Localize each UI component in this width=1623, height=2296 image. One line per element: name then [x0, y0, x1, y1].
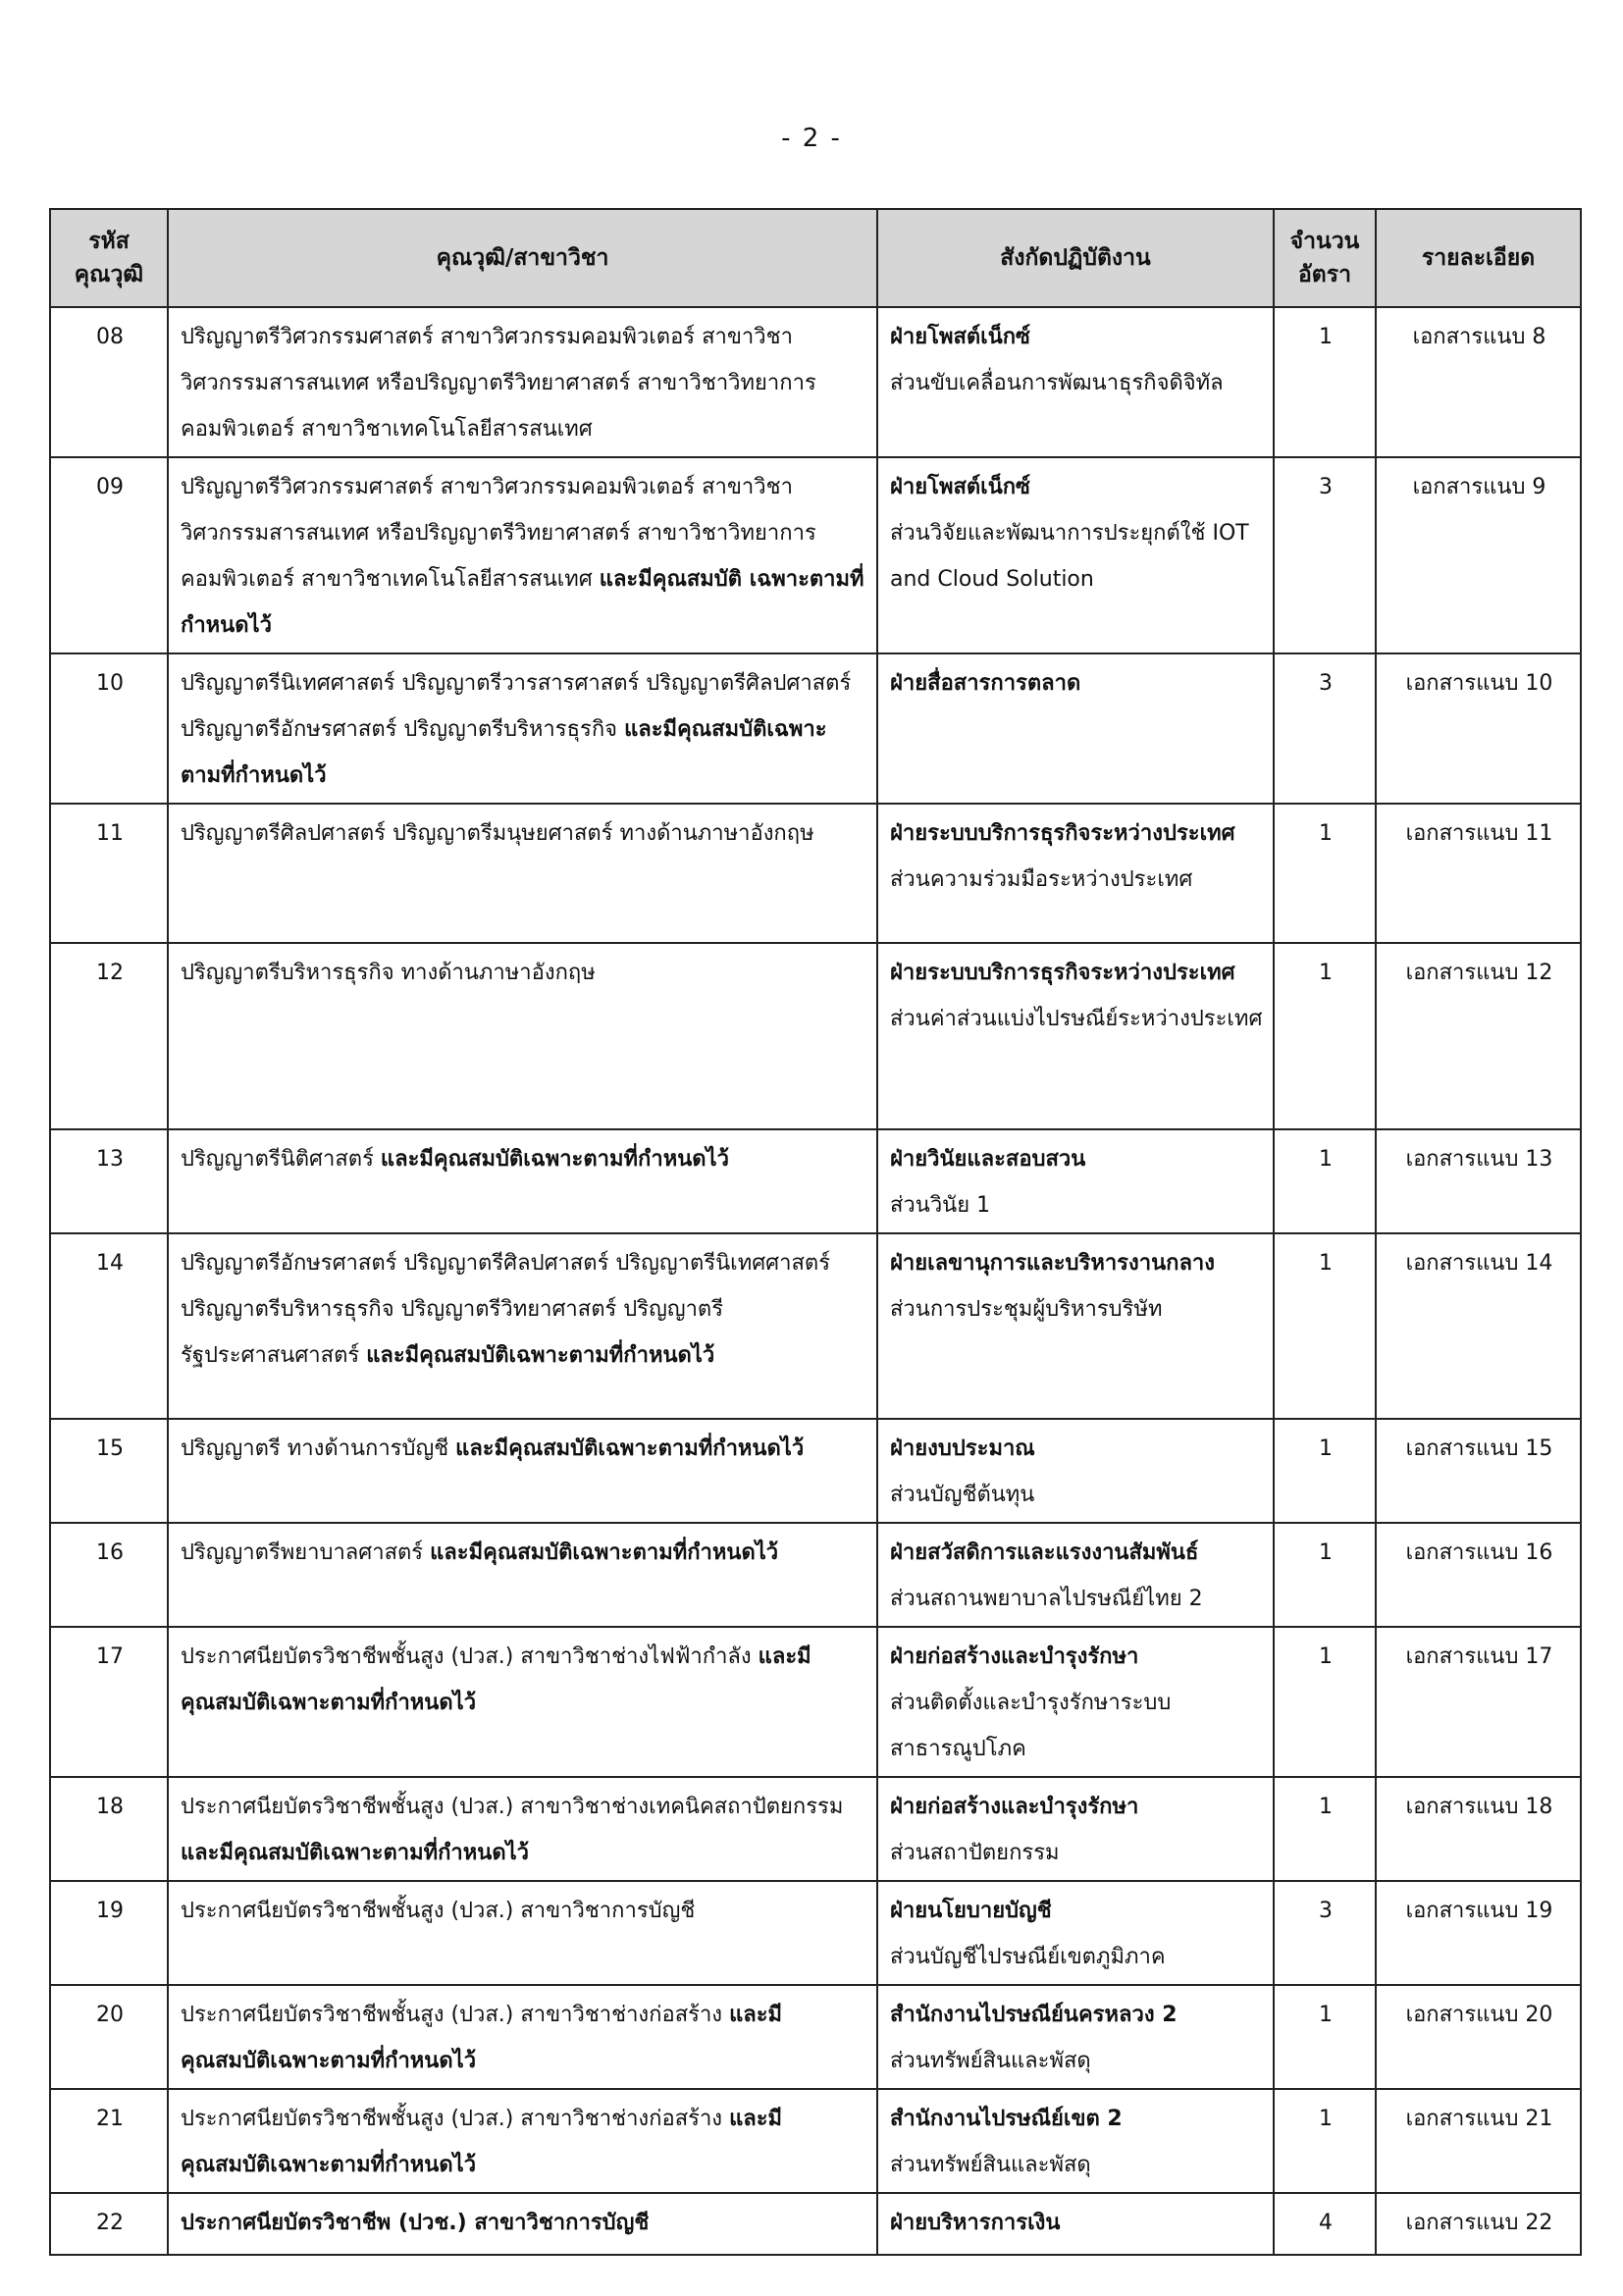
table-row — [50, 1523, 1581, 1627]
cell-unit — [877, 2193, 1274, 2255]
table-row — [50, 1881, 1581, 1985]
cell-attachment: เอกสารแนบ 14 — [1376, 1233, 1581, 1419]
header-qualification: คุณวุฒิ/สาขาวิชา — [168, 209, 877, 307]
cell-code: 22 — [50, 2193, 168, 2255]
cell-attachment: เอกสารแนบ 22 — [1376, 2193, 1581, 2255]
cell-count: 3 — [1274, 1881, 1376, 1985]
cell-qualification — [168, 1777, 877, 1881]
unit-title: ฝ่ายโพสต์เน็กซ์ — [890, 325, 1030, 349]
qualification-condition: และมีคุณสมบัติเฉพาะตามที่กำหนดไว้ — [380, 1147, 729, 1172]
cell-code: 10 — [50, 653, 168, 804]
unit-title: ฝ่ายโพสต์เน็กซ์ — [890, 475, 1030, 499]
table-row — [50, 1233, 1581, 1419]
qualification-text: ประกาศนียบัตรวิชาชีพชั้นสูง (ปวส.) สาขาวิชาช่างก่อสร้าง — [181, 2107, 723, 2131]
unit-title: ฝ่ายวินัยและสอบสวน — [890, 1147, 1086, 1172]
unit-title: ฝ่ายนโยบายบัญชี — [890, 1899, 1052, 1923]
unit-subdivision: ส่วนบัญชีไปรษณีย์เขตภูมิภาค — [890, 1945, 1166, 1969]
table-row — [50, 1627, 1581, 1777]
cell-unit — [877, 1985, 1274, 2089]
cell-unit — [877, 653, 1274, 804]
qualification-condition: และมีคุณสมบัติเฉพาะตามที่กำหนดไว้ — [366, 1343, 715, 1368]
table-row — [50, 2193, 1581, 2255]
qualification-text: ประกาศนียบัตรวิชาชีพชั้นสูง (ปวส.) สาขาวิชาช่างเทคนิคสถาปัตยกรรม — [181, 1795, 844, 1819]
cell-code: 18 — [50, 1777, 168, 1881]
cell-count: 1 — [1274, 2089, 1376, 2193]
header-unit: สังกัดปฏิบัติงาน — [877, 209, 1274, 307]
cell-attachment: เอกสารแนบ 21 — [1376, 2089, 1581, 2193]
cell-count: 3 — [1274, 653, 1376, 804]
table-row — [50, 653, 1581, 804]
qualification-text: ประกาศนียบัตรวิชาชีพชั้นสูง (ปวส.) สาขาวิชาช่างก่อสร้าง — [181, 2003, 723, 2027]
qualification-text: ปริญญาตรีพยาบาลศาสตร์ — [181, 1540, 424, 1565]
qualification-text: ปริญญาตรีนิติศาสตร์ — [181, 1147, 374, 1172]
cell-count: 4 — [1274, 2193, 1376, 2255]
unit-subdivision: ส่วนขับเคลื่อนการพัฒนาธุรกิจดิจิทัล — [890, 371, 1224, 395]
cell-unit — [877, 307, 1274, 457]
cell-code: 15 — [50, 1419, 168, 1523]
unit-subdivision: ส่วนสถาปัตยกรรม — [890, 1841, 1060, 1865]
cell-count: 1 — [1274, 1129, 1376, 1233]
table-row — [50, 1129, 1581, 1233]
unit-subdivision: ส่วนทรัพย์สินและพัสดุ — [890, 2049, 1091, 2073]
unit-title: ฝ่ายบริหารการเงิน — [890, 2211, 1061, 2235]
cell-unit — [877, 1129, 1274, 1233]
unit-subdivision: ส่วนความร่วมมือระหว่างประเทศ — [890, 867, 1193, 892]
unit-title: สำนักงานไปรษณีย์นครหลวง 2 — [890, 2003, 1178, 2027]
qualification-condition: และมีคุณสมบัติเฉพาะตามที่กำหนดไว้ — [181, 1841, 530, 1865]
cell-attachment: เอกสารแนบ 12 — [1376, 943, 1581, 1129]
qualification-condition: และมีคุณสมบัติเฉพาะตามที่กำหนดไว้ — [181, 2107, 783, 2177]
unit-subdivision: ส่วนการประชุมผู้บริหารบริษัท — [890, 1297, 1163, 1322]
unit-title: ฝ่ายระบบบริการธุรกิจระหว่างประเทศ — [890, 961, 1235, 985]
header-count-line2: อัตรา — [1297, 262, 1352, 287]
unit-subdivision: ส่วนวินัย 1 — [890, 1193, 991, 1218]
qualification-text: ปริญญาตรี ทางด้านการบัญชี — [181, 1436, 449, 1461]
header-details: รายละเอียด — [1376, 209, 1581, 307]
cell-code: 12 — [50, 943, 168, 1129]
cell-unit — [877, 1627, 1274, 1777]
unit-title: ฝ่ายสวัสดิการและแรงงานสัมพันธ์ — [890, 1540, 1199, 1565]
unit-subdivision: ส่วนวิจัยและพัฒนาการประยุกต์ใช้ IOT and Cloud Solution — [890, 521, 1249, 592]
cell-qualification — [168, 1627, 877, 1777]
qualification-condition: และมีคุณสมบัติเฉพาะตามที่กำหนดไว้ — [181, 2003, 783, 2073]
cell-qualification — [168, 1881, 877, 1985]
cell-attachment: เอกสารแนบ 9 — [1376, 457, 1581, 653]
unit-title: ฝ่ายระบบบริการธุรกิจระหว่างประเทศ — [890, 821, 1235, 846]
qualification-condition: และมีคุณสมบัติเฉพาะตามที่กำหนดไว้ — [430, 1540, 779, 1565]
table-row — [50, 1777, 1581, 1881]
cell-qualification — [168, 2089, 877, 2193]
table-row — [50, 307, 1581, 457]
cell-count: 1 — [1274, 804, 1376, 943]
cell-qualification — [168, 2193, 877, 2255]
unit-subdivision: ส่วนสถานพยาบาลไปรษณีย์ไทย 2 — [890, 1587, 1203, 1611]
cell-code: 11 — [50, 804, 168, 943]
cell-attachment: เอกสารแนบ 11 — [1376, 804, 1581, 943]
unit-subdivision: ส่วนบัญชีต้นทุน — [890, 1483, 1035, 1507]
qualification-text: ประกาศนียบัตรวิชาชีพชั้นสูง (ปวส.) สาขาวิชาช่างไฟฟ้ากำลัง — [181, 1644, 752, 1669]
cell-unit — [877, 1233, 1274, 1419]
cell-code: 21 — [50, 2089, 168, 2193]
qualification-condition: และมีคุณสมบัติเฉพาะตามที่กำหนดไว้ — [181, 717, 827, 788]
table-row — [50, 1985, 1581, 2089]
cell-qualification — [168, 1523, 877, 1627]
cell-qualification — [168, 943, 877, 1129]
position-table — [49, 208, 1582, 2256]
qualification-text: ประกาศนียบัตรวิชาชีพชั้นสูง (ปวส.) สาขาวิชาการบัญชี — [181, 1899, 696, 1923]
cell-qualification — [168, 653, 877, 804]
table-row — [50, 1419, 1581, 1523]
qualification-condition: และมีคุณสมบัติเฉพาะตามที่กำหนดไว้ — [181, 1644, 812, 1715]
cell-qualification — [168, 457, 877, 653]
cell-code: 16 — [50, 1523, 168, 1627]
qualification-text: ปริญญาตรีวิศวกรรมศาสตร์ สาขาวิศวกรรมคอมพิวเตอร์ สาขาวิชาวิศวกรรมสารสนเทศ หรือปริญญาตรีวิทยาศาสตร์ สาขาวิชาวิทยาการคอมพิวเตอร์ สาขาวิชาเทคโนโลยีสารสนเทศ — [181, 475, 816, 592]
cell-attachment: เอกสารแนบ 15 — [1376, 1419, 1581, 1523]
cell-count: 1 — [1274, 943, 1376, 1129]
qualification-condition: และมีคุณสมบัติ เฉพาะตามที่กำหนดไว้ — [181, 567, 864, 638]
table-row — [50, 804, 1581, 943]
cell-count: 3 — [1274, 457, 1376, 653]
table-body — [50, 307, 1581, 2255]
cell-unit — [877, 2089, 1274, 2193]
unit-title: ฝ่ายงบประมาณ — [890, 1436, 1035, 1461]
cell-attachment: เอกสารแนบ 16 — [1376, 1523, 1581, 1627]
cell-unit — [877, 1881, 1274, 1985]
unit-title: ฝ่ายสื่อสารการตลาด — [890, 671, 1081, 696]
unit-subdivision: ส่วนติดตั้งและบำรุงรักษาระบบสาธารณูปโภค — [890, 1691, 1172, 1761]
qualification-text: ปริญญาตรีนิเทศศาสตร์ ปริญญาตรีวารสารศาสตร์ ปริญญาตรีศิลปศาสตร์ ปริญญาตรีอักษรศาสตร์ ปริญญาตรีบริหารธุรกิจ — [181, 671, 852, 742]
unit-title: ฝ่ายก่อสร้างและบำรุงรักษา — [890, 1644, 1139, 1669]
cell-count: 1 — [1274, 307, 1376, 457]
cell-attachment: เอกสารแนบ 20 — [1376, 1985, 1581, 2089]
unit-title: สำนักงานไปรษณีย์เขต 2 — [890, 2107, 1123, 2131]
table-row — [50, 943, 1581, 1129]
cell-count: 1 — [1274, 1523, 1376, 1627]
cell-attachment: เอกสารแนบ 8 — [1376, 307, 1581, 457]
cell-code: 13 — [50, 1129, 168, 1233]
cell-code: 20 — [50, 1985, 168, 2089]
cell-unit — [877, 1777, 1274, 1881]
cell-qualification — [168, 804, 877, 943]
header-code — [50, 209, 168, 307]
unit-subdivision: ส่วนทรัพย์สินและพัสดุ — [890, 2153, 1091, 2177]
cell-unit — [877, 1523, 1274, 1627]
header-code-line2: คุณวุฒิ — [74, 262, 144, 287]
cell-attachment: เอกสารแนบ 17 — [1376, 1627, 1581, 1777]
header-count-line1: จำนวน — [1289, 229, 1360, 254]
table-row — [50, 2089, 1581, 2193]
cell-count: 1 — [1274, 1419, 1376, 1523]
cell-qualification — [168, 1129, 877, 1233]
cell-qualification — [168, 307, 877, 457]
cell-count: 1 — [1274, 1777, 1376, 1881]
cell-qualification — [168, 1985, 877, 2089]
qualification-text: ปริญญาตรีศิลปศาสตร์ ปริญญาตรีมนุษยศาสตร์ ทางด้านภาษาอังกฤษ — [181, 821, 814, 846]
cell-unit — [877, 943, 1274, 1129]
cell-qualification — [168, 1419, 877, 1523]
header-code-line1: รหัส — [88, 229, 130, 254]
unit-title: ฝ่ายเลขานุการและบริหารงานกลาง — [890, 1251, 1216, 1276]
cell-code: 19 — [50, 1881, 168, 1985]
qualification-condition: ประกาศนียบัตรวิชาชีพ (ปวช.) สาขาวิชาการบัญชี — [181, 2211, 650, 2235]
cell-count: 1 — [1274, 1985, 1376, 2089]
cell-unit — [877, 1419, 1274, 1523]
cell-attachment: เอกสารแนบ 10 — [1376, 653, 1581, 804]
cell-code: 17 — [50, 1627, 168, 1777]
cell-unit — [877, 457, 1274, 653]
cell-unit — [877, 804, 1274, 943]
cell-count: 1 — [1274, 1233, 1376, 1419]
cell-count: 1 — [1274, 1627, 1376, 1777]
page-number: - 2 - — [781, 124, 842, 153]
cell-attachment: เอกสารแนบ 19 — [1376, 1881, 1581, 1985]
table-row — [50, 457, 1581, 653]
qualification-text: ปริญญาตรีอักษรศาสตร์ ปริญญาตรีศิลปศาสตร์ ปริญญาตรีนิเทศศาสตร์ ปริญญาตรีบริหารธุรกิจ ปริญญาตรีวิทยาศาสตร์ ปริญญาตรีรัฐประศาสนศาสตร์ — [181, 1251, 831, 1368]
header-count — [1274, 209, 1376, 307]
table-header-row — [50, 209, 1581, 307]
qualification-text: ปริญญาตรีบริหารธุรกิจ ทางด้านภาษาอังกฤษ — [181, 961, 596, 985]
cell-code: 14 — [50, 1233, 168, 1419]
unit-title: ฝ่ายก่อสร้างและบำรุงรักษา — [890, 1795, 1139, 1819]
cell-code: 08 — [50, 307, 168, 457]
cell-attachment: เอกสารแนบ 18 — [1376, 1777, 1581, 1881]
qualification-text: ปริญญาตรีวิศวกรรมศาสตร์ สาขาวิศวกรรมคอมพิวเตอร์ สาขาวิชาวิศวกรรมสารสนเทศ หรือปริญญาตรีวิทยาศาสตร์ สาขาวิชาวิทยาการคอมพิวเตอร์ สาขาวิชาเทคโนโลยีสารสนเทศ — [181, 325, 816, 442]
unit-subdivision: ส่วนค่าส่วนแบ่งไปรษณีย์ระหว่างประเทศ — [890, 1007, 1263, 1031]
cell-code: 09 — [50, 457, 168, 653]
cell-qualification — [168, 1233, 877, 1419]
qualification-condition: และมีคุณสมบัติเฉพาะตามที่กำหนดไว้ — [455, 1436, 805, 1461]
cell-attachment: เอกสารแนบ 13 — [1376, 1129, 1581, 1233]
